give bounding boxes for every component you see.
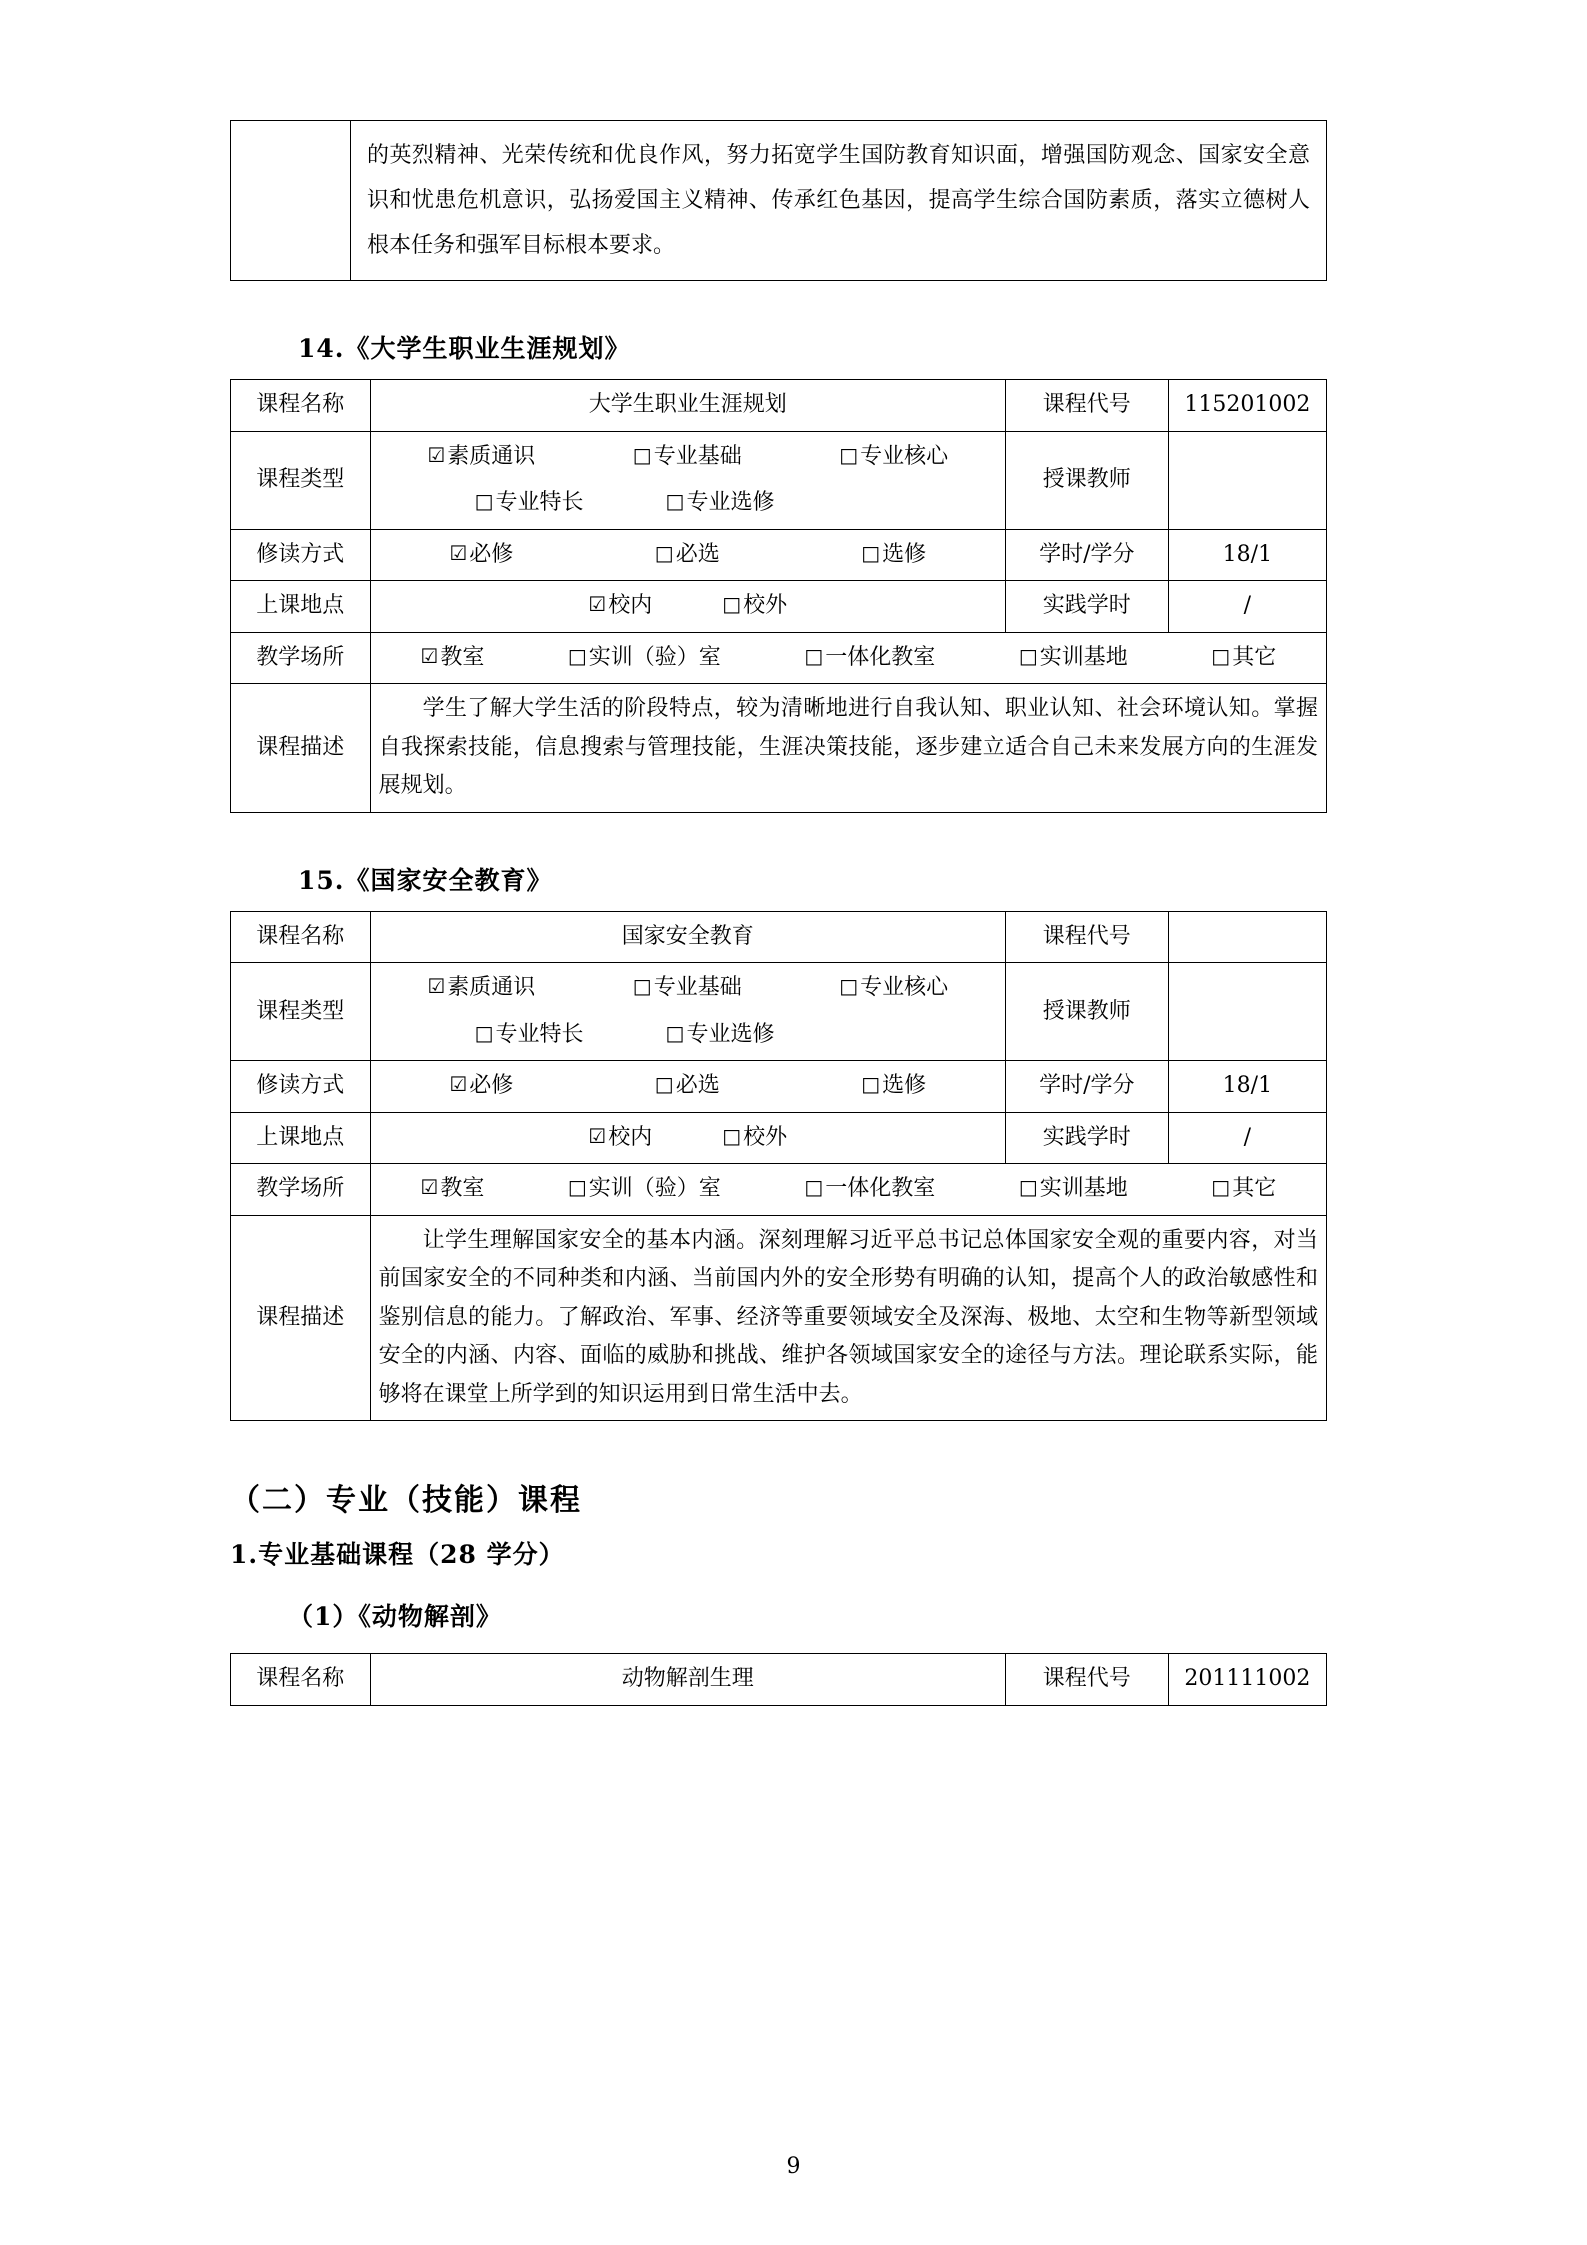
venue-options — [370, 1164, 1326, 1216]
value-practice-hours: / — [1168, 581, 1326, 633]
option-zhuanyetechang[interactable]: □专业特长 — [475, 1016, 584, 1055]
table-row-name — [231, 380, 1327, 432]
option-xuanxiu[interactable]: □选修 — [861, 1067, 926, 1106]
table-row — [231, 121, 1327, 281]
label-teacher: 授课教师 — [1005, 431, 1168, 529]
checkbox-icon[interactable]: □ — [1018, 643, 1038, 668]
type-options-row-1 — [379, 438, 997, 477]
option-shixunjidi[interactable]: □实训基地 — [1019, 1170, 1128, 1209]
label-hours-credits: 学时/学分 — [1005, 529, 1168, 581]
option-zhuanyejichu[interactable]: □专业基础 — [633, 969, 742, 1008]
table-row-study-mode — [231, 1061, 1327, 1113]
course-animal-anatomy-heading: （1）《动物解剖》 — [288, 1602, 502, 1632]
course-type-options — [370, 963, 1005, 1061]
label-teacher: 授课教师 — [1005, 963, 1168, 1061]
option-suzhitongshi[interactable]: ☑素质通识 — [427, 969, 535, 1008]
option-bixuan[interactable]: □必选 — [655, 536, 720, 575]
option-yitihua[interactable]: □一体化教室 — [804, 1170, 935, 1209]
value-course-code — [1168, 911, 1326, 963]
course-14-table — [230, 379, 1327, 813]
checkbox-checked-icon[interactable]: ☑ — [427, 974, 446, 999]
option-xuanxiu[interactable]: □选修 — [861, 536, 926, 575]
course-14-heading: 14.《大学生职业生涯规划》 — [298, 334, 631, 364]
option-xiaowai[interactable]: □校外 — [722, 587, 787, 626]
option-xiaowai[interactable]: □校外 — [722, 1119, 787, 1158]
continued-label-cell — [231, 121, 351, 281]
type-options-row-2 — [379, 484, 1093, 523]
option-bixuan[interactable]: □必选 — [655, 1067, 720, 1106]
table-row-type — [231, 963, 1327, 1061]
checkbox-icon[interactable]: □ — [654, 540, 674, 565]
label-course-type: 课程类型 — [231, 963, 371, 1061]
course-type-options — [370, 431, 1005, 529]
checkbox-checked-icon[interactable]: ☑ — [420, 1175, 439, 1200]
continued-course-table — [230, 120, 1327, 281]
label-location: 上课地点 — [231, 1112, 371, 1164]
professional-basic-heading: 1.专业基础课程（28 学分） — [230, 1540, 565, 1570]
label-description: 课程描述 — [231, 684, 371, 813]
value-course-name: 大学生职业生涯规划 — [370, 380, 1005, 432]
label-practice-hours: 实践学时 — [1005, 581, 1168, 633]
checkbox-icon[interactable]: □ — [474, 1020, 494, 1045]
checkbox-icon[interactable]: □ — [839, 974, 859, 999]
option-yitihua[interactable]: □一体化教室 — [804, 639, 935, 678]
option-zhuanyexuanxiu[interactable]: □专业选修 — [666, 484, 775, 523]
checkbox-icon[interactable]: □ — [1018, 1175, 1038, 1200]
table-row-name — [231, 911, 1327, 963]
checkbox-icon[interactable]: □ — [632, 442, 652, 467]
option-jiaoshi[interactable]: ☑教室 — [420, 639, 484, 678]
label-course-name: 课程名称 — [231, 380, 371, 432]
option-xiaonei[interactable]: ☑校内 — [588, 587, 652, 626]
label-venue: 教学场所 — [231, 1164, 371, 1216]
professional-section-heading: （二）专业（技能）课程 — [230, 1483, 582, 1519]
checkbox-icon[interactable]: □ — [474, 489, 494, 514]
venue-options — [370, 632, 1326, 684]
label-location: 上课地点 — [231, 581, 371, 633]
table-row-venue — [231, 1164, 1327, 1216]
option-bixiu[interactable]: ☑必修 — [449, 1067, 513, 1106]
checkbox-icon[interactable]: □ — [567, 643, 587, 668]
label-study-mode: 修读方式 — [231, 529, 371, 581]
value-teacher — [1168, 431, 1326, 529]
checkbox-icon[interactable]: □ — [665, 489, 685, 514]
value-course-name: 国家安全教育 — [370, 911, 1005, 963]
checkbox-checked-icon[interactable]: ☑ — [588, 592, 607, 617]
continued-paragraph-cell: 的英烈精神、光荣传统和优良作风，努力拓宽学生国防教育知识面，增强国防观念、国家安全意识和忧患危机意识，弘扬爱国主义精神、传承红色基因，提高学生综合国防素质，落实立德树人根本任务和强军目标根本要求。 — [351, 121, 1327, 281]
table-row-study-mode — [231, 529, 1327, 581]
option-xiaonei[interactable]: ☑校内 — [588, 1119, 652, 1158]
label-practice-hours: 实践学时 — [1005, 1112, 1168, 1164]
option-shixunshi[interactable]: □实训（验）室 — [568, 1170, 721, 1209]
checkbox-icon[interactable]: □ — [632, 974, 652, 999]
label-course-code: 课程代号 — [1005, 380, 1168, 432]
checkbox-checked-icon[interactable]: ☑ — [420, 643, 439, 668]
label-course-code: 课程代号 — [1005, 911, 1168, 963]
option-qita[interactable]: □其它 — [1211, 1170, 1276, 1209]
checkbox-checked-icon[interactable]: ☑ — [427, 442, 446, 467]
table-row-location — [231, 581, 1327, 633]
label-description: 课程描述 — [231, 1215, 371, 1421]
label-study-mode: 修读方式 — [231, 1061, 371, 1113]
value-hours-credits: 18/1 — [1168, 529, 1326, 581]
label-course-type: 课程类型 — [231, 431, 371, 529]
table-row-location — [231, 1112, 1327, 1164]
page-number: 9 — [786, 2154, 801, 2179]
checkbox-icon[interactable]: □ — [804, 643, 824, 668]
checkbox-checked-icon[interactable]: ☑ — [588, 1123, 607, 1148]
option-bixiu[interactable]: ☑必修 — [449, 536, 513, 575]
option-zhuanyehexin[interactable]: □专业核心 — [839, 438, 948, 477]
checkbox-checked-icon[interactable]: ☑ — [449, 1072, 468, 1097]
course-15-heading: 15.《国家安全教育》 — [298, 865, 553, 895]
option-zhuanyetechang[interactable]: □专业特长 — [475, 484, 584, 523]
option-zhuanyehexin[interactable]: □专业核心 — [839, 969, 948, 1008]
checkbox-checked-icon[interactable]: ☑ — [449, 540, 468, 565]
study-mode-options — [370, 529, 1005, 581]
value-description: 让学生理解国家安全的基本内涵。深刻理解习近平总书记总体国家安全观的重要内容，对当前国家安全的不同种类和内涵、当前国内外的安全形势有明确的认知，提高个人的政治敏感性和鉴别信息的能力。了解政治、军事、经济等重要领域安全及深海、极地、太空和生物等新型领域安全的内涵、内容、面临的威胁和挑战、维护各领域国家安全的途径与方法。理论联系实际，能够将在课堂上所学到的知识运用到日常生活中去。 — [370, 1215, 1326, 1421]
table-row-description — [231, 684, 1327, 813]
option-zhuanyejichu[interactable]: □专业基础 — [633, 438, 742, 477]
option-shixunshi[interactable]: □实训（验）室 — [568, 639, 721, 678]
value-practice-hours: / — [1168, 1112, 1326, 1164]
value-description: 学生了解大学生活的阶段特点，较为清晰地进行自我认知、职业认知、社会环境认知。掌握自我探索技能，信息搜索与管理技能，生涯决策技能，逐步建立适合自己未来发展方向的生涯发展规划。 — [370, 684, 1326, 813]
label-course-code: 课程代号 — [1005, 1654, 1168, 1706]
checkbox-icon[interactable]: □ — [722, 1123, 742, 1148]
value-course-name: 动物解剖生理 — [370, 1654, 1005, 1706]
animal-anatomy-table — [230, 1653, 1327, 1706]
course-15-table — [230, 911, 1327, 1422]
type-options-row-2 — [379, 1016, 1093, 1055]
checkbox-icon[interactable]: □ — [804, 1175, 824, 1200]
location-options — [370, 581, 1005, 633]
location-options — [370, 1112, 1005, 1164]
label-course-name: 课程名称 — [231, 911, 371, 963]
table-row-type — [231, 431, 1327, 529]
checkbox-icon[interactable]: □ — [861, 540, 881, 565]
value-course-code: 115201002 — [1168, 380, 1326, 432]
option-suzhitongshi[interactable]: ☑素质通识 — [427, 438, 535, 477]
table-row-description — [231, 1215, 1327, 1421]
checkbox-icon[interactable]: □ — [665, 1020, 685, 1045]
value-course-code: 201111002 — [1168, 1654, 1326, 1706]
checkbox-icon[interactable]: □ — [654, 1072, 674, 1097]
option-zhuanyexuanxiu[interactable]: □专业选修 — [666, 1016, 775, 1055]
option-shixunjidi[interactable]: □实训基地 — [1019, 639, 1128, 678]
option-jiaoshi[interactable]: ☑教室 — [420, 1170, 484, 1209]
checkbox-icon[interactable]: □ — [722, 592, 742, 617]
table-row-name — [231, 1654, 1327, 1706]
label-hours-credits: 学时/学分 — [1005, 1061, 1168, 1113]
checkbox-icon[interactable]: □ — [861, 1072, 881, 1097]
checkbox-icon[interactable]: □ — [839, 442, 859, 467]
option-qita[interactable]: □其它 — [1211, 639, 1276, 678]
label-venue: 教学场所 — [231, 632, 371, 684]
checkbox-icon[interactable]: □ — [1211, 1175, 1231, 1200]
study-mode-options — [370, 1061, 1005, 1113]
label-course-name: 课程名称 — [231, 1654, 371, 1706]
value-teacher — [1168, 963, 1326, 1061]
type-options-row-1 — [379, 969, 997, 1008]
table-row-venue — [231, 632, 1327, 684]
checkbox-icon[interactable]: □ — [567, 1175, 587, 1200]
value-hours-credits: 18/1 — [1168, 1061, 1326, 1113]
checkbox-icon[interactable]: □ — [1211, 643, 1231, 668]
